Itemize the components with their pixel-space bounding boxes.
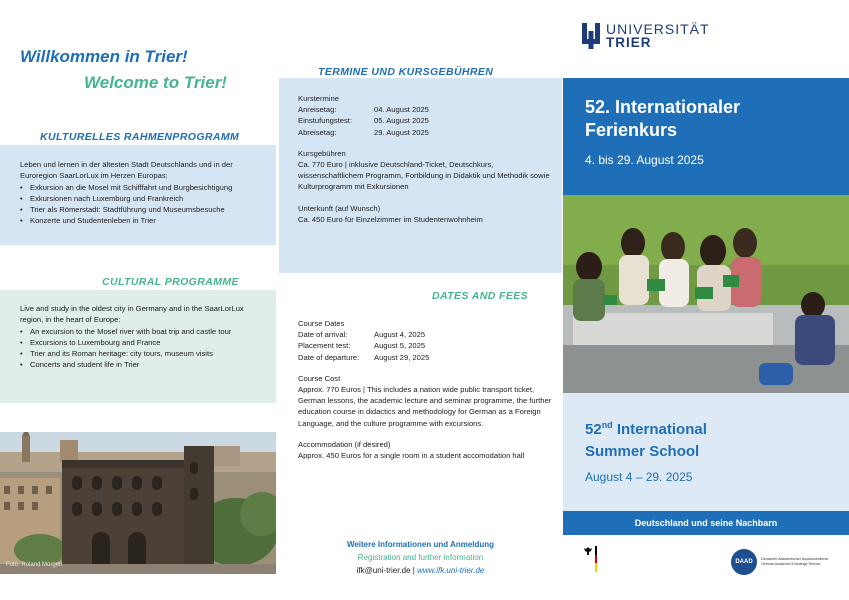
date-row	[298, 352, 552, 363]
en-title-line2: Summer School	[585, 443, 700, 460]
date-value: August 4, 2025	[374, 330, 426, 340]
date-row	[298, 104, 552, 115]
dates-fees-box	[279, 302, 562, 507]
cultural-box	[0, 290, 276, 403]
de-title-box	[563, 78, 849, 195]
theme-band: Deutschland und seine Nachbarn	[563, 511, 849, 535]
termine-title: TERMINE UND KURSGEBÜHREN	[318, 66, 494, 78]
list-item: • Excursions to Luxembourg and France	[20, 337, 266, 348]
logo-text-trier: TRIER	[606, 35, 652, 50]
more-info-de: Weitere Informationen und Anmeldung	[346, 540, 495, 549]
welcome-heading-en: Welcome to Trier!	[84, 73, 227, 92]
date-label: Placement test:	[298, 341, 351, 351]
date-label: Einstufungstest:	[298, 116, 353, 126]
date-label: Date of arrival:	[298, 330, 348, 340]
university-logo	[582, 22, 710, 50]
list-item: • Exkursion an die Mosel mit Schifffahrt und Burgbesichtigung	[20, 182, 266, 193]
en-date: August 4 – 29. 2025	[585, 470, 693, 484]
termine-accom-text: Ca. 450 Euro für Einzelzimmer im Studentenwohnheim	[298, 214, 483, 224]
date-value: 05. August 2025	[374, 116, 429, 126]
list-item: • Exkursionen nach Luxemburg und Frankreich	[20, 193, 266, 204]
list-item: • Trier and its Roman heritage: city tours, museum visits	[20, 348, 266, 359]
contact-line	[279, 564, 562, 577]
termine-fees-text: Ca. 770 Euro | inklusive Deutschland-Ticket, Deutschkurs, wissenschaftlichem Programm, Fortbildung in Didaktik und Methodik sowie Kulturprogramm mit Exkursionen	[298, 160, 550, 192]
course-cost-heading: Course Cost	[298, 373, 341, 383]
kultur-title: KULTURELLES RAHMENPROGRAMM	[40, 131, 240, 143]
kultur-box	[0, 145, 276, 245]
daad-name-en: German Academic Exchange Service	[761, 562, 821, 566]
dates-fees-title: DATES AND FEES	[432, 290, 529, 302]
daad-name-de: Deutscher Akademischer Austauschdienst	[761, 557, 829, 562]
welcome-heading-de: Willkommen in Trier!	[20, 47, 188, 66]
en-title-number: 52	[585, 421, 602, 438]
list-item: • Trier als Römerstadt: Stadtführung und Museumsbesuche	[20, 204, 266, 215]
porta-nigra-photo	[0, 432, 276, 574]
photo-credit: Foto: Roland Morgen	[6, 562, 63, 568]
de-date: 4. bis 29. August 2025	[585, 153, 704, 167]
accommodation-heading: Accommodation (if desired)	[298, 439, 391, 449]
de-title-line1: 52. Internationaler	[585, 97, 741, 117]
eagle-icon	[583, 546, 593, 556]
date-value: 29. August 2025	[374, 127, 429, 137]
date-value: 04. August 2025	[374, 105, 429, 115]
date-value: August 5, 2025	[374, 341, 426, 351]
students-illustration	[563, 195, 849, 393]
email-link[interactable]: ifk@uni-trier.de	[356, 566, 411, 575]
date-row	[298, 127, 552, 138]
more-info-en: Registration and further information	[357, 553, 484, 562]
list-item: • Concerts and student life in Trier	[20, 359, 266, 370]
date-row	[298, 340, 552, 351]
date-row	[298, 115, 552, 126]
date-row	[298, 329, 552, 340]
termine-box	[279, 78, 562, 273]
kultur-intro: Leben und lernen in der ältesten Stadt Deutschlands und in der Euroregion SaarLorLux im Herzen Europas:	[20, 160, 233, 180]
termine-fees-heading: Kursgebühren	[298, 148, 346, 158]
more-info	[279, 538, 562, 577]
cultural-intro: Live and study in the oldest city in Germany and in the SaarLorLux region, in the heart of Europe:	[20, 304, 244, 324]
course-dates-heading: Course Dates	[298, 319, 345, 328]
date-label: Abreisetag:	[298, 127, 337, 137]
logo-text-universitaet: UNIVERSITÄT	[606, 21, 710, 37]
daad-logo-mark: DAAD	[731, 549, 757, 575]
en-title-box	[563, 393, 849, 511]
termine-accom-heading: Unterkunft (auf Wunsch)	[298, 203, 381, 213]
contact-separator: |	[412, 566, 415, 575]
course-cost-text: Approx. 770 Euros | This includes a nation wide public transport ticket, German lessons, the academic lecture and seminar programme, the further education course in didactics and methodology for German as a Foreign Language, and the culture programme with excursions.	[298, 385, 552, 428]
de-title-line2: Ferienkurs	[585, 120, 678, 140]
german-flag-icon	[595, 546, 597, 572]
termine-dates-heading: Kurstermine	[298, 94, 339, 103]
en-title-ordinal: nd	[601, 420, 613, 430]
list-item: • Konzerte und Studentenleben in Trier	[20, 215, 266, 226]
kultur-list	[20, 182, 266, 226]
daad-logo	[731, 549, 845, 575]
date-label: Date of departure:	[298, 352, 360, 362]
accommodation-text: Approx. 450 Euros for a single room in a student accomodation hall	[298, 451, 525, 461]
en-title-rest: International	[612, 421, 707, 438]
students-photo	[563, 195, 849, 393]
list-item: • An excursion to the Mosel river with boat trip and castle tour	[20, 326, 266, 337]
porta-nigra-illustration	[0, 432, 276, 574]
website-link[interactable]: www.ifk.uni-trier.de	[417, 566, 485, 575]
date-value: August 29, 2025	[374, 352, 430, 362]
federal-ministry-logo	[583, 546, 597, 572]
date-label: Anreisetag:	[298, 105, 337, 115]
en-title-line1	[585, 414, 849, 441]
cultural-list	[20, 326, 266, 370]
university-logo-icon	[582, 23, 600, 49]
cultural-title: CULTURAL PROGRAMME	[102, 276, 239, 288]
